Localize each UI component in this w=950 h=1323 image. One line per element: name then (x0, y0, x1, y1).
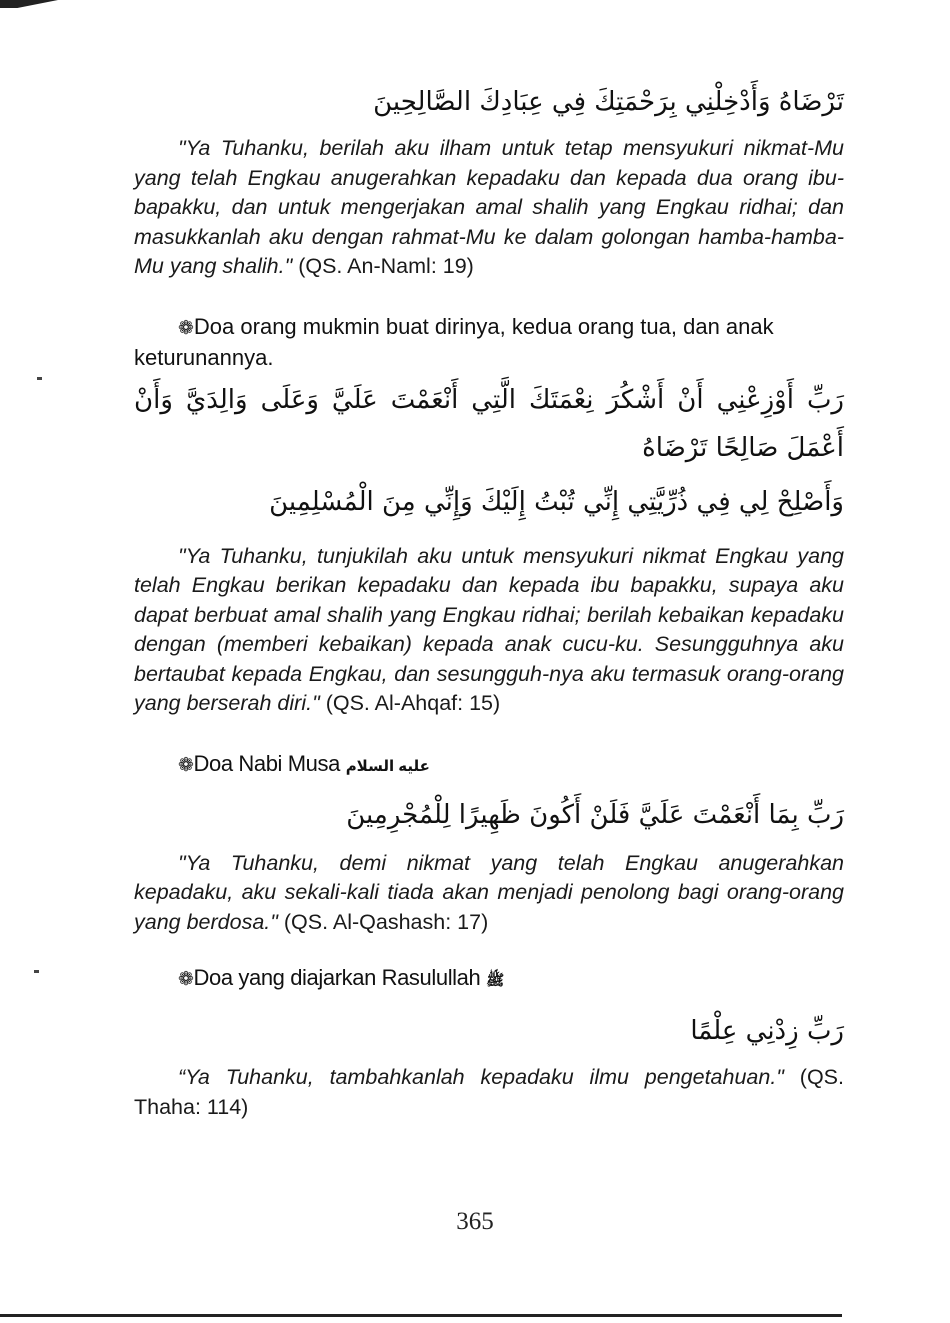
section-heading (134, 963, 844, 995)
section-heading (134, 749, 844, 781)
flower-ornament-icon: ❁ (178, 969, 194, 990)
translation-paragraph (134, 849, 844, 938)
arabic-prayer-line: رَبِّ أَوْزِعْنِي أَنْ أَشْكُرَ نِعْمَتَكَ الَّتِي أَنْعَمْتَ عَلَيَّ وَعَلَى وَالِدَيَّ وَأَنْ أَعْمَلَ صَالِحًا تَرْضَاهُ (134, 384, 844, 463)
honorific-calligraphy: عليه السلام (345, 757, 430, 775)
verse-reference: (QS. Al-Qashash: 17) (283, 909, 489, 934)
translation-text: "Ya Tuhanku, berilah aku ilham untuk tetap mensyukuri nikmat-Mu yang telah Engkau anugerahkan kepadaku dan kepada dua orang ibu-bapakku, dan untuk mengerjakan amal shalih yang Engkau ridhai; dan masukkanlah aku dengan rahmat-Mu ke dalam golongan hamba-hamba-Mu yang shalih." (134, 136, 844, 278)
translation-text: "Ya Tuhanku, tunjukilah aku untuk mensyukuri nikmat Engkau yang telah Engkau berikan kepadaku dan kepada ibu bapakku, supaya aku dapat berbuat amal shalih yang Engkau ridhai; berilah kebaikan kepadaku dengan (memberi kebaikan) kepada anak cucu-ku. Sesungguhnya aku bertaubat kepada Engkau, dan sesungguh-nya aku termasuk orang-orang yang berserah diri." (134, 543, 844, 715)
arabic-prayer-line: وَأَصْلِحْ لِي فِي ذُرِّيَّتِي إِنِّي تُبْتُ إِلَيْكَ وَإِنِّي مِنَ الْمُسْلِمِينَ (269, 486, 844, 517)
arabic-prayer-line: رَبِّ بِمَا أَنْعَمْتَ عَلَيَّ فَلَنْ أَكُونَ ظَهِيرًا لِلْمُجْرِمِينَ (346, 799, 844, 830)
verse-reference: (QS. An-Naml: 19) (298, 254, 474, 278)
verse-reference: (QS. Al-Ahqaf: 15) (325, 691, 501, 715)
page-number: 365 (456, 1208, 494, 1235)
translation-text: "Ya Tuhanku, demi nikmat yang telah Engkau anugerahkan kepadaku, aku sekali-kali tiada akan menjadi penolong bagi orang-orang yang berdosa." (134, 850, 844, 934)
bottom-rule (0, 1314, 842, 1317)
translation-paragraph (134, 542, 844, 719)
flower-ornament-icon: ❁ (178, 754, 194, 776)
arabic-verse-continuation: تَرْضَاهُ وَأَدْخِلْنِي بِرَحْمَتِكَ فِي عِبَادِكَ الصَّالِحِينَ (373, 87, 844, 117)
scan-speck (37, 377, 42, 380)
section-heading (134, 312, 844, 372)
flower-ornament-icon: ❁ (178, 317, 194, 339)
verse-reference: (QS. Thaha: 114) (134, 1065, 844, 1119)
translation-paragraph (134, 1063, 844, 1122)
corner-scan-mark (0, 0, 58, 8)
book-page (134, 78, 844, 1122)
translation-text: “Ya Tuhanku, tambahkanlah kepadaku ilmu pengetahuan." (178, 1065, 784, 1089)
arabic-prayer-line: رَبِّ زِدْنِي عِلْمًا (690, 1016, 844, 1046)
translation-paragraph (134, 134, 844, 282)
section-heading-text: Doa yang diajarkan Rasulullah (193, 965, 481, 990)
scan-speck (34, 970, 39, 973)
honorific-calligraphy: ﷺ (486, 972, 505, 989)
section-heading-text: Doa orang mukmin buat dirinya, kedua orang tua, dan anak keturunannya. (134, 313, 774, 370)
section-heading-text: Doa Nabi Musa (193, 750, 340, 776)
